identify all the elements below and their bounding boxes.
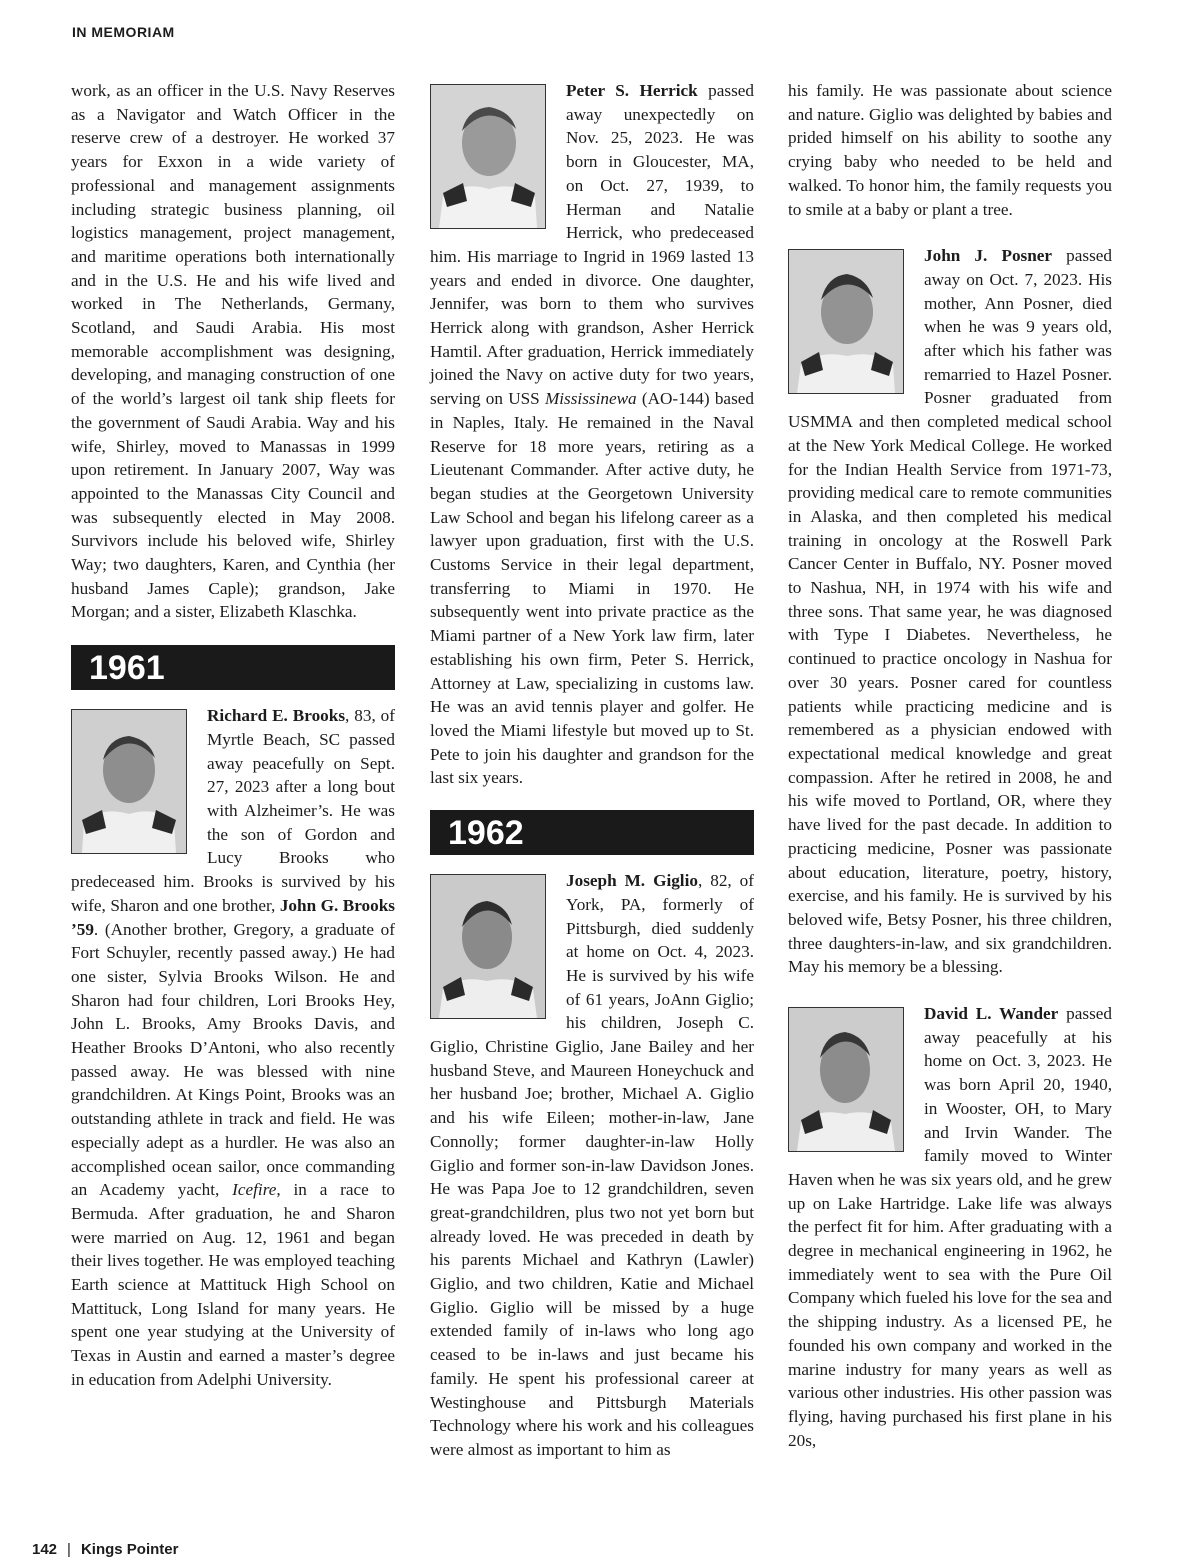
column-3	[788, 79, 1112, 1452]
obituary-giglio	[430, 869, 754, 1462]
portrait-photo-brooks	[71, 709, 187, 854]
obituary-text: passed away on Oct. 7, 2023. His mother, Ann Posner, died when he was 9 years old, after which his father was remarried to Hazel Posner. Posner graduated from USMMA and then completed medical school at the New York Medical College. He worked for the Indian Health Service from 1971-73, providing medical care to remote communities in Alaska, and then completed his medical training in oncology at the Roswell Park Cancer Center in Buffalo, NY. Posner moved to Nashua, NH, in 1974 with his wife and three sons. That same year, he was diagnosed with Type I Diabetes. Nevertheless, he continued to practice oncology in Nashua for over 30 years. Posner cared for countless patients while practicing medicine and is remembered as a physician endowed with expectational medical knowledge and great compassion. After he retired in 2008, he and his wife moved to Portland, OR, where they have lived for the past decade. In addition to practicing medicine, Posner was passionate about education, literature, poetry, history, exercise, and his family. He is survived by his beloved wife, Betsy Posner, his three children, three daughters-in-law, and six grandchildren. May his memory be a blessing.	[788, 246, 1112, 977]
portrait-photo-wander	[788, 1007, 904, 1152]
obituary-herrick	[430, 79, 754, 790]
obituary-text: passed away unexpectedly on Nov. 25, 2023. He was born in Gloucester, MA, on Oct. 27, 1939, to Herman and Natalie Herrick, who predeceased him. His marriage to Ingrid in 1969 lasted 13 years and ended in divorce. One daughter, Jennifer, was born to them who survives Herrick along with grandson, Asher Herrick Hamtil. After graduation, Herrick immediately joined the Navy on active duty for two years, serving on USS	[430, 81, 755, 409]
obituary-name: Peter S. Herrick	[566, 81, 698, 100]
obituary-relative-name: John G. Brooks ’59	[71, 895, 395, 939]
year-banner-1962: 1962	[430, 810, 754, 855]
year-banner-1961: 1961	[71, 645, 395, 690]
portrait-photo-posner	[788, 249, 904, 394]
yacht-name: Icefire	[232, 1180, 277, 1200]
page-number: 142	[32, 1541, 58, 1558]
continued-obituary-text: work, as an officer in the U.S. Navy Reserves as a Navigator and Watch Officer in the reserve crew of a destroyer. He worked 37 years for Exxon in a wide variety of professional and management assignments including strategic business planning, oil logistics management, project management, and maritime operations both internationally and in the U.S. He and his wife lived and worked in The Netherlands, Germany, Scotland, and Saudi Arabia. His most memorable accomplishment was designing, developing, and managing construction of one of the world’s largest oil tank ship fleets for the government of Saudi Arabia. Way and his wife, Shirley, moved to Manassas in 1999 upon retirement. In January 2007, Way was appointed to the Manassas City Council and was subsequently elected in May 2008. Survivors include his beloved wife, Shirley Way; two daughters, Karen, and Cynthia (her husband James Caple); grandson, Jake Morgan; and a sister, Elizabeth Klaschka.	[71, 81, 395, 622]
obituary-text: , 83, of Myrtle Beach, SC passed away peacefully on Sept. 27, 2023 after a long bout with Alzheimer’s. He was the son of Gordon and Lucy Brooks who predeceased him. Brooks is survived by his wife, Sharon and one brother,	[71, 706, 395, 915]
obituary-text: , 82, of York, PA, formerly of Pittsburgh, died suddenly at home on Oct. 4, 2023. He is survived by his wife of 61 years, JoAnn Giglio; his children, Joseph C. Giglio, Christine Giglio, Jane Bailey and her husband Steve, and Maureen Honeychuck and her husband Joe; brother, Michael A. Giglio and his wife Eileen; mother-in-law, Jane Connolly; former daughter-in-law Holly Giglio and former son-in-law Davidson Jones. He was Papa Joe to 12 grandchildren, seven great-grandchildren, plus two not yet born but already loved. He was preceded in death by his parents Michael and Kathryn (Lawler) Giglio, and two children, Katie and Michael Giglio. Giglio will be missed by a huge extended family of in-laws who long ago ceased to be in-laws and just became his family. He spent his professional career at Westinghouse and Pittsburgh Materials Technology where his work and his colleagues were almost as important to him as	[430, 871, 754, 1459]
obituary-name: Joseph M. Giglio	[566, 871, 698, 891]
obituary-name: David L. Wander	[924, 1004, 1059, 1024]
ship-name: Mississinewa	[544, 389, 637, 409]
obituary-text: passed away peacefully at his home on Oct. 3, 2023. He was born April 20, 1940, in Wooster, OH, to Mary and Irvin Wander. The family moved to Winter Haven when he was six years old, and he grew up on Lake Hartridge. Lake life was always the perfect fit for him. After graduating with a degree in mechanical engineering in 1962, he immediately went to sea with the Pure Oil Company which fueled his love for the sea and the shipping industry. As a licensed PE, he founded his own company and worked in the marine industry for many years as well as various other industries. His other passion was flying, having purchased his first plane in his 20s,	[788, 1004, 1112, 1450]
obituary-text: , in a race to Bermuda. After graduation, he and Sharon were married on Aug. 12, 1961 and began their lives together. He was employed teaching Earth science at Mattituck High School on Mattituck, Long Island for many years. He spent one year studying at the University of Texas in Austin and earned a master’s degree in education from Adelphi University.	[71, 1180, 395, 1389]
page-footer	[32, 1541, 178, 1558]
section-header: IN MEMORIAM	[72, 24, 175, 40]
portrait-photo-giglio	[430, 874, 546, 1019]
obituary-text: . (Another brother, Gregory, a graduate of Fort Schuyler, recently passed away.) He had one sister, Sylvia Brooks Wilson. He and Sharon had four children, Lori Brooks Hey, John L. Brooks, Amy Brooks Davis, and Heather Brooks D’Antoni, who also recently passed away. He was blessed with nine grandchildren. At Kings Point, Brooks was an outstanding athlete in track and field. He was especially adept as a hurdler. He was also an accomplished ocean sailor, once commanding an Academy yacht,	[71, 919, 395, 1200]
obituary-name: Richard E. Brooks	[207, 706, 346, 726]
obituary-brooks	[71, 704, 395, 1391]
obituary-giglio-continued: his family. He was passionate about science and nature. Giglio was delighted by babies and prided himself on his ability to soothe any crying baby who needed to be held and walked. To honor him, the family requests you to smile at a baby or plant a tree.	[788, 81, 1112, 219]
obituary-posner	[788, 244, 1112, 979]
column-1	[71, 79, 395, 1392]
publication-name: Kings Pointer	[80, 1541, 179, 1558]
footer-separator: |	[67, 1541, 71, 1558]
obituary-name: John J. Posner	[924, 246, 1053, 266]
column-2	[430, 79, 754, 1462]
obituary-wander	[788, 1002, 1112, 1452]
obituary-text: (AO-144) based in Naples, Italy. He remained in the Naval Reserve for 18 more years, retiring as a Lieutenant Commander. After active duty, he began studies at the Georgetown University Law School and began his lifelong career as a lawyer upon graduation, first with the U.S. Customs Service in their legal department, transferring to Miami in 1970. He subsequently went into private practice as the Miami partner of a New York law firm, later establishing his own firm, Peter S. Herrick, Attorney at Law, specializing in customs law. He was an avid tennis player and golfer. He loved the Miami lifestyle but moved up to St. Pete to join his daughter and grandson for the last six years.	[430, 389, 754, 788]
portrait-photo-herrick	[430, 84, 546, 229]
